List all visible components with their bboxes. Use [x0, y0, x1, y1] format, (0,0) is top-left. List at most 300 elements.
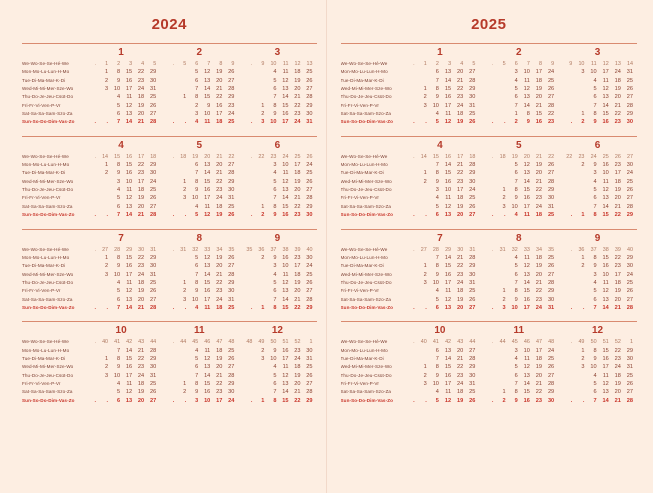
week-number[interactable]: 29: [445, 246, 452, 253]
day-number[interactable]: 8: [593, 254, 597, 261]
day-number[interactable]: 24: [228, 111, 235, 118]
day-number[interactable]: 14: [125, 304, 133, 311]
day-number[interactable]: 29: [306, 304, 313, 311]
day-number[interactable]: 24: [626, 271, 633, 278]
day-number[interactable]: 25: [469, 389, 476, 396]
month-grid[interactable]: [238, 60, 316, 127]
week-number[interactable]: 12: [294, 61, 301, 67]
week-number[interactable]: 40: [306, 246, 313, 253]
day-number[interactable]: 18: [614, 178, 621, 185]
week-number[interactable]: 23: [270, 153, 277, 160]
day-number[interactable]: 22: [137, 69, 145, 76]
day-number[interactable]: 2: [195, 102, 199, 109]
day-number[interactable]: 25: [149, 279, 157, 286]
day-number[interactable]: 6: [514, 170, 518, 177]
day-number[interactable]: 9: [195, 187, 199, 194]
day-number[interactable]: 30: [469, 372, 476, 379]
month-number[interactable]: 6: [594, 139, 601, 151]
month-grid[interactable]: [479, 153, 558, 220]
day-number[interactable]: 19: [456, 296, 464, 303]
day-number[interactable]: 17: [125, 86, 133, 93]
day-number[interactable]: 13: [602, 94, 609, 101]
day-number[interactable]: 14: [602, 102, 609, 109]
day-number[interactable]: 28: [469, 162, 476, 169]
month-grid[interactable]: [238, 338, 316, 405]
day-number[interactable]: 13: [523, 170, 530, 177]
day-number[interactable]: 18: [535, 254, 543, 261]
day-number[interactable]: 18: [294, 364, 301, 371]
day-number[interactable]: 4: [116, 94, 121, 101]
day-number[interactable]: 15: [125, 254, 133, 261]
day-number[interactable]: 17: [523, 203, 530, 210]
day-number[interactable]: 18: [137, 380, 145, 387]
day-number[interactable]: 28: [547, 279, 555, 286]
day-number[interactable]: 28: [306, 195, 313, 202]
week-number[interactable]: 25: [294, 153, 301, 160]
day-number[interactable]: 10: [125, 178, 133, 185]
day-number[interactable]: 1: [423, 86, 427, 93]
day-number[interactable]: 22: [294, 203, 301, 210]
day-number[interactable]: 17: [523, 304, 530, 311]
day-number[interactable]: 20: [137, 111, 145, 118]
day-number[interactable]: 28: [306, 94, 313, 101]
day-number[interactable]: 5: [116, 195, 121, 202]
week-number[interactable]: 30: [138, 246, 145, 253]
week-number[interactable]: 31: [150, 246, 157, 253]
day-number[interactable]: 15: [444, 364, 452, 371]
day-number[interactable]: 26: [469, 397, 476, 404]
month-grid[interactable]: [401, 60, 480, 127]
day-number[interactable]: 4: [435, 288, 439, 295]
month-number[interactable]: 2: [196, 47, 203, 58]
day-number[interactable]: 22: [137, 355, 145, 362]
day-number[interactable]: 22: [137, 254, 145, 261]
day-number[interactable]: 28: [228, 271, 235, 278]
day-number[interactable]: 31: [306, 355, 313, 362]
day-number[interactable]: 28: [228, 86, 235, 93]
day-number[interactable]: 12: [204, 355, 211, 362]
week-number[interactable]: 35: [246, 246, 253, 253]
day-number[interactable]: 28: [149, 212, 157, 219]
day-number[interactable]: 7: [273, 195, 277, 202]
day-number[interactable]: 3: [502, 304, 506, 311]
day-number[interactable]: 14: [523, 178, 530, 185]
day-number[interactable]: 15: [125, 355, 133, 362]
month-number[interactable]: 10: [115, 325, 127, 337]
day-number[interactable]: 4: [116, 187, 121, 194]
day-number[interactable]: 26: [469, 203, 476, 210]
day-number[interactable]: 21: [535, 279, 543, 286]
day-number[interactable]: 30: [626, 119, 633, 126]
day-number[interactable]: 9: [435, 178, 439, 185]
month-number[interactable]: 4: [118, 139, 124, 151]
day-number[interactable]: 21: [535, 380, 543, 387]
day-number[interactable]: 11: [126, 187, 133, 194]
month-number[interactable]: 6: [274, 139, 281, 151]
day-number[interactable]: 31: [469, 380, 476, 387]
day-number[interactable]: 22: [456, 263, 464, 270]
day-number[interactable]: 18: [294, 271, 301, 278]
day-number[interactable]: 21: [137, 304, 145, 311]
day-number[interactable]: 16: [125, 170, 133, 177]
day-number[interactable]: 3: [423, 102, 427, 109]
day-number[interactable]: 26: [228, 355, 235, 362]
day-number[interactable]: 7: [514, 102, 518, 109]
day-number[interactable]: 6: [514, 372, 518, 379]
day-number[interactable]: 19: [535, 364, 543, 371]
day-number[interactable]: 11: [524, 355, 530, 362]
day-number[interactable]: 4: [273, 69, 277, 76]
week-number[interactable]: 44: [469, 339, 476, 346]
week-number[interactable]: 43: [138, 339, 145, 346]
day-number[interactable]: 22: [137, 162, 145, 169]
day-number[interactable]: 2: [423, 178, 427, 185]
week-number[interactable]: 9: [551, 61, 555, 67]
day-number[interactable]: 9: [526, 119, 530, 126]
day-number[interactable]: 15: [602, 347, 609, 354]
day-number[interactable]: 28: [228, 372, 235, 379]
day-number[interactable]: 3: [423, 380, 427, 387]
day-number[interactable]: 3: [195, 111, 199, 118]
day-number[interactable]: 19: [294, 77, 301, 84]
day-number[interactable]: 25: [306, 69, 313, 76]
day-number[interactable]: 22: [456, 86, 464, 93]
day-number[interactable]: 1: [261, 102, 265, 109]
week-number[interactable]: 44: [150, 339, 157, 346]
day-number[interactable]: 10: [511, 304, 518, 311]
day-number[interactable]: 17: [282, 119, 289, 126]
month-grid[interactable]: [558, 153, 637, 220]
day-number[interactable]: 1: [514, 111, 518, 118]
day-number[interactable]: 9: [195, 288, 199, 295]
day-number[interactable]: 13: [125, 397, 133, 404]
week-number[interactable]: 1: [309, 339, 313, 346]
day-number[interactable]: 5: [593, 187, 597, 194]
month-number[interactable]: 12: [592, 325, 604, 337]
day-number[interactable]: 1: [261, 304, 265, 311]
day-number[interactable]: 22: [294, 102, 301, 109]
day-number[interactable]: 21: [614, 304, 621, 311]
day-number[interactable]: 10: [192, 296, 199, 303]
day-number[interactable]: 23: [137, 263, 145, 270]
week-number[interactable]: 10: [270, 61, 277, 67]
week-number[interactable]: 8: [219, 61, 223, 67]
day-number[interactable]: 24: [614, 364, 621, 371]
day-number[interactable]: 19: [216, 355, 223, 362]
day-number[interactable]: 17: [282, 355, 289, 362]
month-grid[interactable]: [558, 60, 637, 127]
day-number[interactable]: 11: [126, 380, 133, 387]
week-number[interactable]: 25: [602, 153, 609, 160]
day-number[interactable]: 20: [294, 288, 301, 295]
day-number[interactable]: 5: [435, 119, 439, 126]
day-number[interactable]: 20: [456, 69, 464, 76]
day-number[interactable]: 27: [547, 94, 555, 101]
day-number[interactable]: 20: [294, 187, 301, 194]
day-number[interactable]: 28: [626, 203, 633, 210]
week-number[interactable]: 31: [180, 246, 187, 253]
day-number[interactable]: 2: [581, 162, 585, 169]
day-number[interactable]: 27: [547, 170, 555, 177]
day-number[interactable]: 1: [104, 162, 109, 169]
day-number[interactable]: 23: [216, 288, 223, 295]
day-number[interactable]: 27: [469, 347, 476, 354]
day-number[interactable]: 25: [626, 372, 633, 379]
day-number[interactable]: 5: [435, 296, 439, 303]
day-number[interactable]: 31: [626, 364, 633, 371]
day-number[interactable]: 26: [228, 69, 235, 76]
day-number[interactable]: 19: [137, 195, 145, 202]
week-number[interactable]: 28: [114, 246, 121, 253]
day-number[interactable]: 30: [306, 111, 313, 118]
day-number[interactable]: 17: [204, 195, 211, 202]
day-number[interactable]: 28: [626, 397, 633, 404]
day-number[interactable]: 2: [502, 296, 506, 303]
day-number[interactable]: 22: [216, 94, 223, 101]
day-number[interactable]: 10: [590, 364, 597, 371]
day-number[interactable]: 10: [282, 162, 289, 169]
day-number[interactable]: 18: [294, 69, 301, 76]
day-number[interactable]: 8: [195, 94, 199, 101]
day-number[interactable]: 9: [435, 94, 439, 101]
day-number[interactable]: 11: [602, 372, 609, 379]
day-number[interactable]: 25: [149, 94, 157, 101]
week-number[interactable]: 40: [420, 339, 427, 346]
day-number[interactable]: 16: [125, 77, 133, 84]
day-number[interactable]: 13: [204, 77, 211, 84]
day-number[interactable]: 20: [535, 372, 543, 379]
day-number[interactable]: 23: [456, 271, 464, 278]
week-number[interactable]: 17: [457, 153, 464, 160]
day-number[interactable]: 25: [228, 347, 235, 354]
day-number[interactable]: 15: [602, 111, 609, 118]
day-number[interactable]: 28: [547, 102, 555, 109]
week-number[interactable]: 20: [204, 153, 211, 160]
day-number[interactable]: 10: [444, 187, 452, 194]
day-number[interactable]: 10: [590, 69, 597, 76]
week-number[interactable]: 11: [282, 61, 289, 67]
day-number[interactable]: 12: [602, 187, 609, 194]
day-number[interactable]: 6: [435, 69, 439, 76]
day-number[interactable]: 27: [228, 263, 235, 270]
day-number[interactable]: 24: [294, 355, 301, 362]
day-number[interactable]: 10: [602, 271, 609, 278]
day-number[interactable]: 11: [602, 178, 609, 185]
day-number[interactable]: 22: [614, 111, 621, 118]
day-number[interactable]: 4: [514, 77, 518, 84]
day-number[interactable]: 21: [614, 203, 621, 210]
day-number[interactable]: 4: [435, 389, 439, 396]
week-number[interactable]: 37: [270, 246, 277, 253]
day-number[interactable]: 2: [183, 389, 187, 396]
day-number[interactable]: 12: [282, 77, 289, 84]
month-grid[interactable]: [82, 246, 160, 313]
month-number[interactable]: 9: [274, 232, 281, 244]
week-number[interactable]: 36: [258, 246, 265, 253]
day-number[interactable]: 5: [514, 263, 518, 270]
day-number[interactable]: 24: [456, 279, 464, 286]
day-number[interactable]: 14: [444, 254, 452, 261]
month-number[interactable]: 12: [271, 325, 283, 337]
day-number[interactable]: 13: [444, 304, 452, 311]
day-number[interactable]: 18: [137, 187, 145, 194]
day-number[interactable]: 17: [444, 380, 452, 387]
day-number[interactable]: 12: [444, 296, 452, 303]
week-number[interactable]: 35: [548, 246, 555, 253]
day-number[interactable]: 24: [294, 119, 301, 126]
day-number[interactable]: 9: [116, 364, 121, 371]
day-number[interactable]: 17: [444, 102, 452, 109]
week-number[interactable]: 28: [432, 246, 439, 253]
day-number[interactable]: 14: [125, 212, 133, 219]
day-number[interactable]: 23: [456, 372, 464, 379]
day-number[interactable]: 19: [216, 212, 223, 219]
week-number[interactable]: 33: [204, 246, 211, 253]
week-number[interactable]: 38: [282, 246, 289, 253]
day-number[interactable]: 24: [456, 380, 464, 387]
day-number[interactable]: 24: [306, 162, 313, 169]
day-number[interactable]: 27: [626, 94, 633, 101]
day-number[interactable]: 29: [626, 111, 633, 118]
day-number[interactable]: 14: [523, 279, 530, 286]
day-number[interactable]: 13: [444, 69, 452, 76]
day-number[interactable]: 11: [282, 69, 289, 76]
week-number[interactable]: 9: [569, 61, 573, 67]
day-number[interactable]: 3: [581, 69, 585, 76]
week-number[interactable]: 9: [261, 61, 265, 67]
day-number[interactable]: 19: [216, 254, 223, 261]
day-number[interactable]: 12: [282, 178, 289, 185]
day-number[interactable]: 9: [593, 263, 597, 270]
day-number[interactable]: 18: [614, 279, 621, 286]
day-number[interactable]: 11: [282, 170, 289, 177]
day-number[interactable]: 14: [444, 162, 452, 169]
day-number[interactable]: 2: [183, 187, 187, 194]
day-number[interactable]: 13: [444, 347, 452, 354]
day-number[interactable]: 1: [104, 355, 109, 362]
day-number[interactable]: 3: [104, 372, 109, 379]
day-number[interactable]: 31: [547, 304, 555, 311]
day-number[interactable]: 1: [183, 279, 187, 286]
day-number[interactable]: 21: [216, 170, 223, 177]
day-number[interactable]: 17: [216, 111, 223, 118]
day-number[interactable]: 16: [444, 372, 452, 379]
day-number[interactable]: 27: [547, 372, 555, 379]
day-number[interactable]: 7: [116, 212, 121, 219]
day-number[interactable]: 16: [204, 288, 211, 295]
day-number[interactable]: 12: [523, 263, 530, 270]
day-number[interactable]: 12: [125, 195, 133, 202]
day-number[interactable]: 1: [183, 380, 187, 387]
day-number[interactable]: 13: [602, 389, 609, 396]
day-number[interactable]: 31: [469, 279, 476, 286]
week-number[interactable]: 13: [306, 61, 313, 67]
day-number[interactable]: 27: [626, 195, 633, 202]
day-number[interactable]: 23: [294, 347, 301, 354]
day-number[interactable]: 16: [523, 397, 530, 404]
day-number[interactable]: 14: [444, 355, 452, 362]
day-number[interactable]: 11: [602, 279, 609, 286]
day-number[interactable]: 8: [116, 355, 121, 362]
day-number[interactable]: 30: [306, 347, 313, 354]
day-number[interactable]: 15: [125, 162, 133, 169]
day-number[interactable]: 12: [444, 119, 452, 126]
day-number[interactable]: 9: [195, 389, 199, 396]
day-number[interactable]: 29: [547, 187, 555, 194]
day-number[interactable]: 29: [149, 355, 157, 362]
day-number[interactable]: 3: [514, 69, 518, 76]
day-number[interactable]: 5: [514, 162, 518, 169]
day-number[interactable]: 11: [204, 347, 211, 354]
day-number[interactable]: 21: [456, 162, 464, 169]
day-number[interactable]: 8: [514, 389, 518, 396]
day-number[interactable]: 25: [306, 170, 313, 177]
week-number[interactable]: 33: [523, 246, 530, 253]
day-number[interactable]: 4: [273, 271, 277, 278]
day-number[interactable]: 2: [104, 364, 109, 371]
week-number[interactable]: 45: [511, 339, 518, 346]
day-number[interactable]: 20: [216, 162, 223, 169]
day-number[interactable]: 18: [614, 372, 621, 379]
day-number[interactable]: 8: [593, 347, 597, 354]
day-number[interactable]: 6: [514, 271, 518, 278]
day-number[interactable]: 4: [116, 380, 121, 387]
day-number[interactable]: 22: [294, 397, 301, 404]
day-number[interactable]: 29: [626, 347, 633, 354]
day-number[interactable]: 2: [261, 212, 265, 219]
day-number[interactable]: 26: [469, 119, 476, 126]
week-number[interactable]: 22: [258, 153, 265, 160]
day-number[interactable]: 9: [273, 347, 277, 354]
day-number[interactable]: 19: [535, 86, 543, 93]
week-number[interactable]: 52: [294, 339, 301, 346]
day-number[interactable]: 26: [547, 86, 555, 93]
day-number[interactable]: 30: [228, 389, 235, 396]
day-number[interactable]: 9: [435, 372, 439, 379]
day-number[interactable]: 3: [183, 296, 187, 303]
month-grid[interactable]: [82, 60, 160, 127]
day-number[interactable]: 1: [261, 203, 265, 210]
month-grid[interactable]: [82, 153, 160, 220]
month-grid[interactable]: [479, 338, 558, 405]
day-number[interactable]: 1: [581, 254, 585, 261]
week-number[interactable]: 13: [614, 61, 621, 67]
day-number[interactable]: 18: [456, 288, 464, 295]
day-number[interactable]: 12: [602, 380, 609, 387]
day-number[interactable]: 15: [204, 380, 211, 387]
day-number[interactable]: 22: [216, 178, 223, 185]
day-number[interactable]: 28: [469, 77, 476, 84]
day-number[interactable]: 12: [602, 288, 609, 295]
day-number[interactable]: 7: [593, 203, 597, 210]
day-number[interactable]: 18: [535, 212, 543, 219]
day-number[interactable]: 24: [137, 271, 145, 278]
week-number[interactable]: 21: [536, 153, 543, 160]
day-number[interactable]: 16: [602, 119, 609, 126]
week-number[interactable]: 14: [627, 61, 633, 67]
day-number[interactable]: 21: [216, 372, 223, 379]
week-number[interactable]: 18: [469, 153, 476, 160]
week-number[interactable]: 48: [246, 339, 253, 346]
day-number[interactable]: 7: [435, 162, 439, 169]
week-number[interactable]: 43: [457, 339, 464, 346]
day-number[interactable]: 22: [535, 288, 543, 295]
day-number[interactable]: 7: [435, 355, 439, 362]
week-number[interactable]: 4: [141, 61, 145, 67]
day-number[interactable]: 30: [149, 77, 157, 84]
day-number[interactable]: 17: [294, 162, 301, 169]
day-number[interactable]: 20: [535, 94, 543, 101]
